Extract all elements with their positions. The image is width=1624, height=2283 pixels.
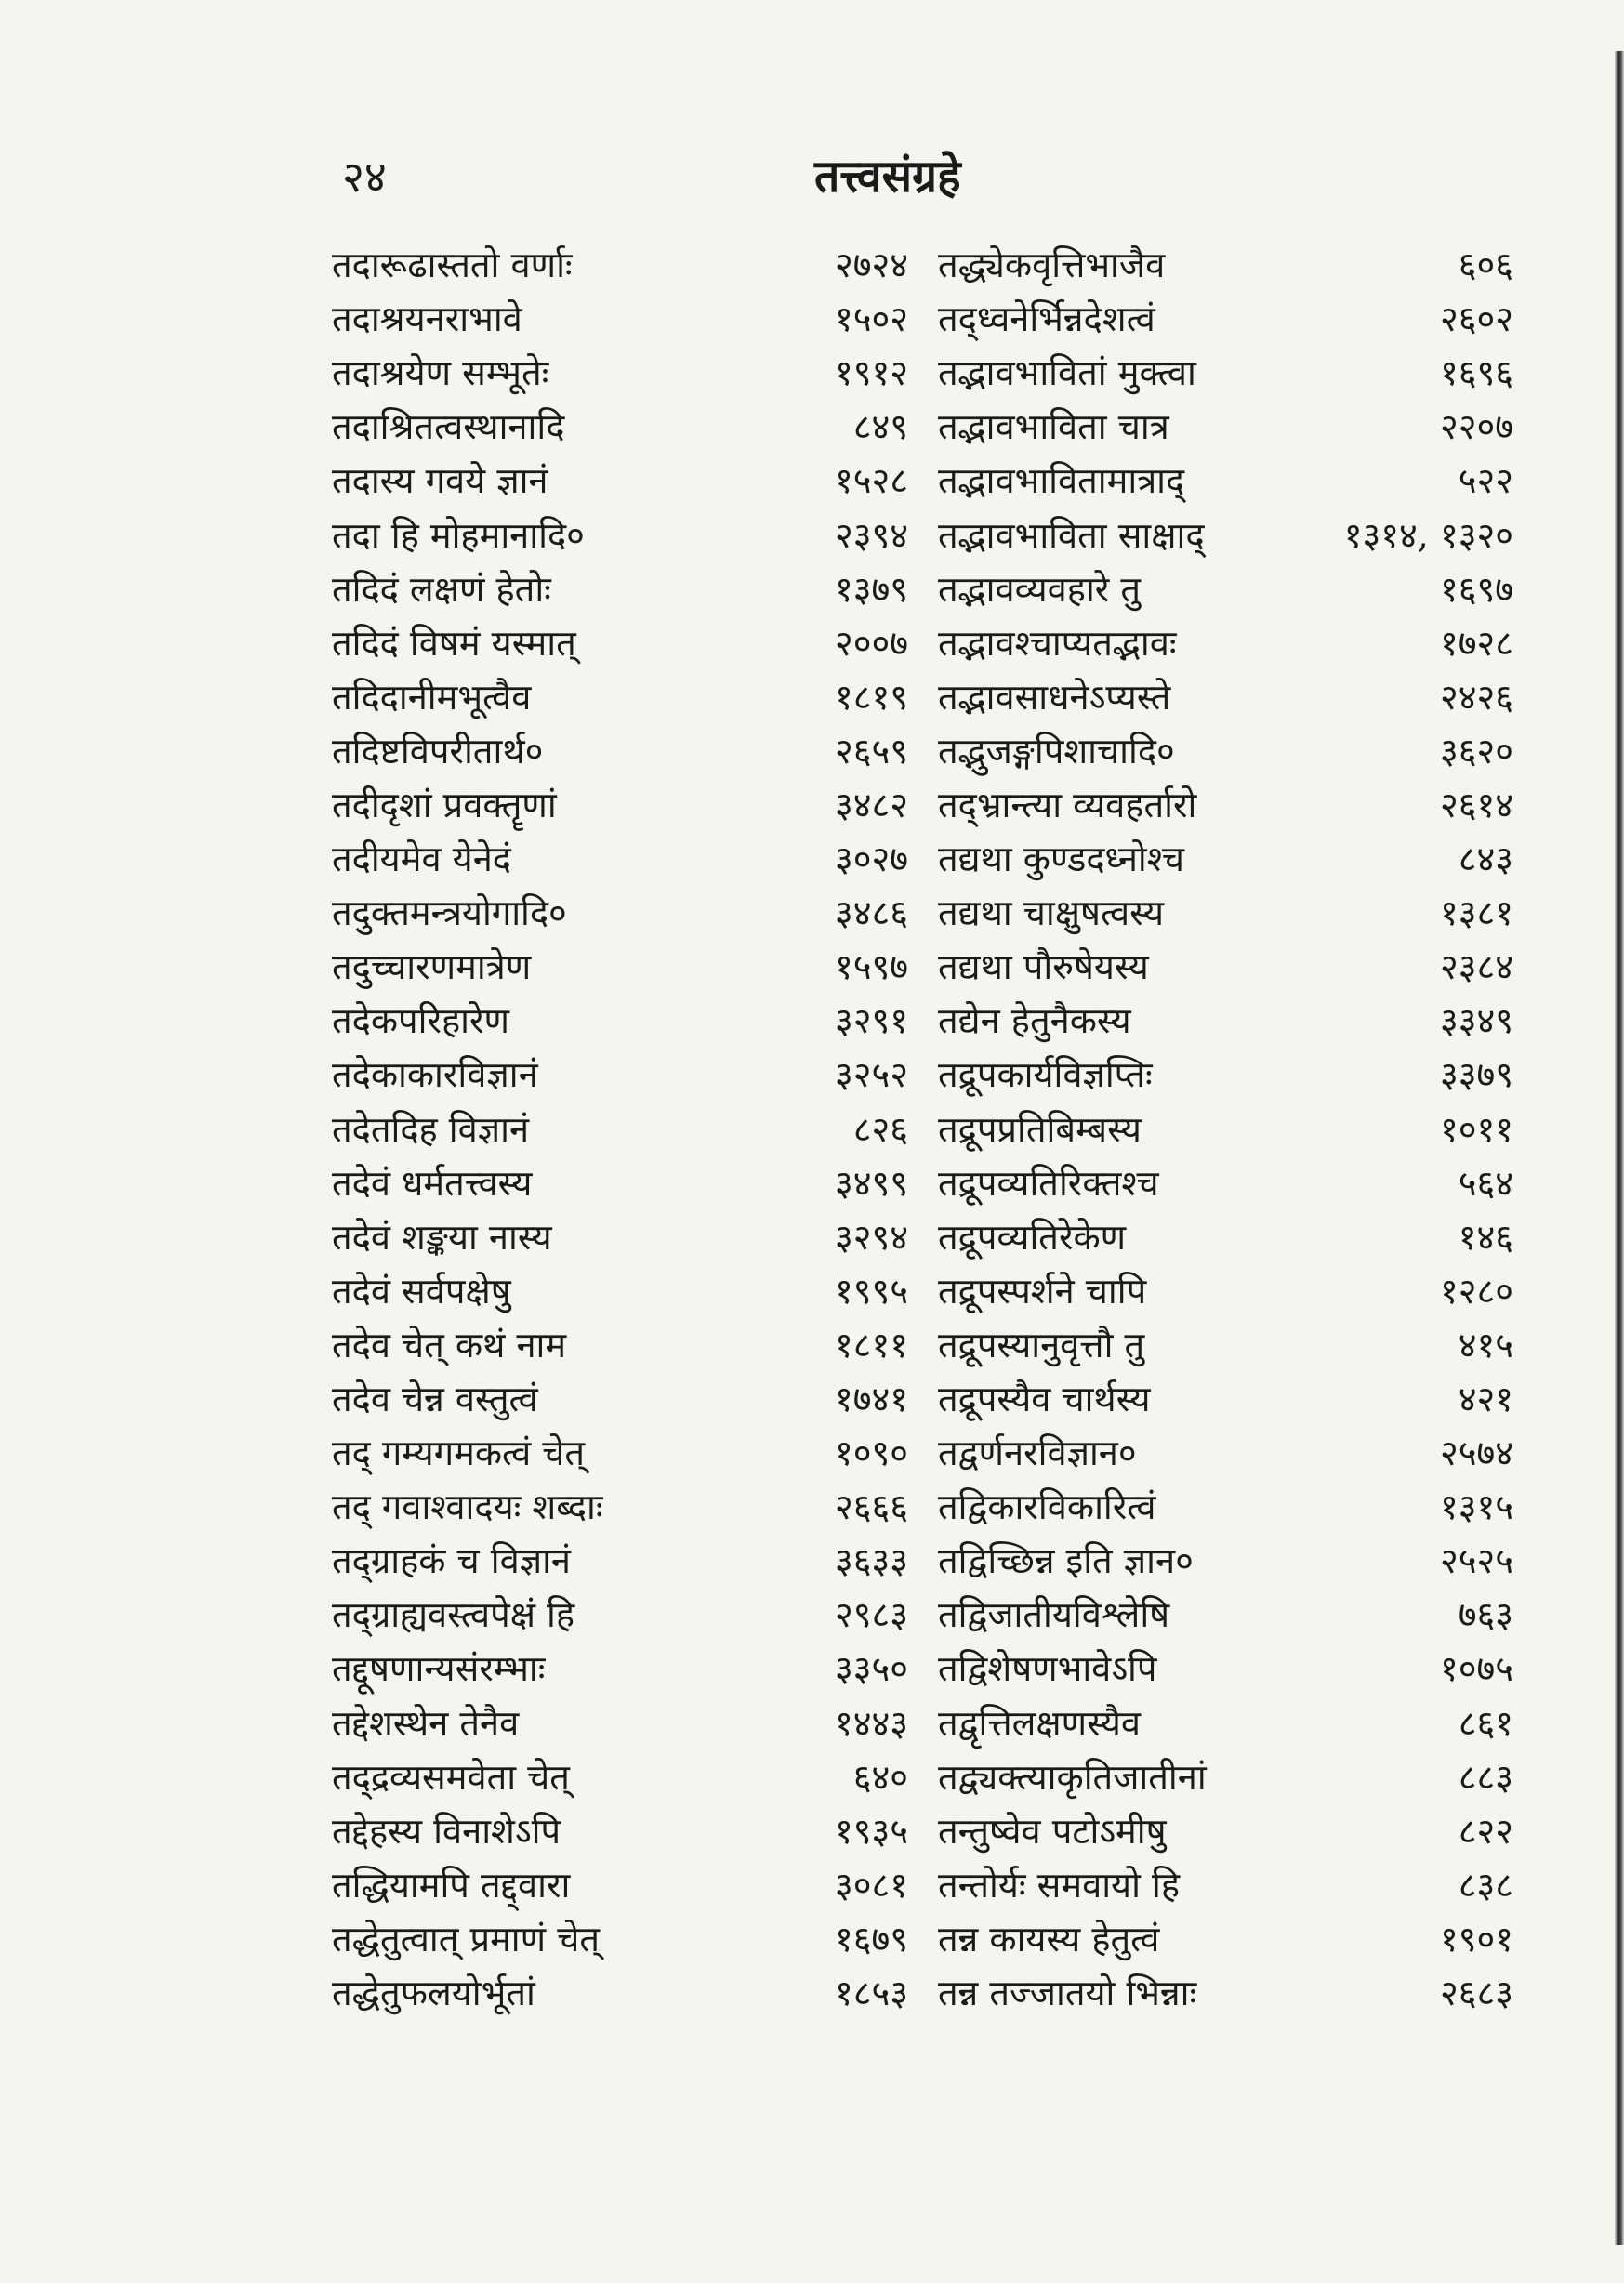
entry-verse-number: ३०२७ [834,838,908,880]
page-number: २४ [342,152,387,202]
index-entry [918,1047,1515,1101]
index-entry [321,615,918,669]
entry-term: तद्भावभाविता साक्षाद् [938,514,1205,556]
entry-verse-number: १९३५ [834,1810,908,1852]
page-binding-edge [1615,51,1624,2245]
entry-verse-number: ८२२ [1458,1810,1513,1852]
index-entry [321,1587,918,1641]
entry-term: तद्येन हेतुनैकस्य [938,1000,1131,1042]
entry-term: तद्भावभावितां मुक्त्वा [938,352,1196,394]
entry-verse-number: २६५९ [834,730,908,772]
index-entry [321,1155,918,1209]
entry-verse-number: ३४९९ [834,1162,908,1204]
index-entry [321,1263,918,1317]
entry-verse-number: ६४० [852,1756,908,1798]
index-entry [918,1533,1515,1587]
index-entry [321,1857,918,1911]
entry-verse-number: २७२४ [834,244,908,286]
index-entry [918,1263,1515,1317]
entry-verse-number: २५२५ [1439,1540,1513,1582]
index-entry [918,1965,1515,2019]
index-entry [321,1696,918,1749]
entry-term: तद्रूपस्पर्शने चापि [938,1270,1147,1312]
entry-verse-number: २४२६ [1439,676,1513,718]
entry-verse-number: ३३५० [834,1648,908,1690]
entry-verse-number: १९१२ [834,352,908,394]
entry-term: तदा हि मोहमानादि० [332,514,585,556]
entry-verse-number: १५९७ [834,946,908,988]
entry-verse-number: २६६६ [834,1486,908,1528]
index-entry [321,507,918,561]
index-entry [918,1696,1515,1749]
entry-term: तदिदं लक्षणं हेतोः [332,568,551,610]
index-entry [321,1965,918,2019]
entry-verse-number: १६९६ [1439,352,1513,394]
entry-verse-number: १७४१ [834,1379,908,1420]
entry-verse-number: ३४८६ [834,892,908,934]
entry-term: तद्व्यक्त्याकृतिजातीनां [938,1756,1207,1798]
index-entry [918,723,1515,777]
index-entry [918,237,1515,291]
entry-term: तद्ग्राह्यवस्त्वपेक्षं हि [332,1594,575,1636]
index-entry [918,885,1515,939]
index-entry [918,1155,1515,1209]
index-entry [321,1371,918,1425]
entry-verse-number: १९०१ [1439,1918,1513,1960]
index-entry [918,1641,1515,1695]
entry-verse-number: ८३८ [1458,1864,1513,1906]
index-entry [321,1425,918,1479]
entry-verse-number: ३२९१ [834,1000,908,1042]
index-entry [918,777,1515,831]
entry-term: तद्ग्राहकं च विज्ञानं [332,1540,572,1582]
entry-term: तदारूढास्ततो वर्णाः [332,244,573,286]
index-entry [918,453,1515,507]
entry-verse-number: ३३४९ [1439,1000,1513,1042]
entry-term: तद्विशेषणभावेऽपि [938,1648,1157,1690]
entry-verse-number: ४१५ [1458,1324,1513,1366]
entry-verse-number: २५७४ [1439,1432,1513,1474]
entry-term: तद्भावव्यवहारे तु [938,568,1142,610]
index-entry [321,1209,918,1263]
index-entry [321,1479,918,1533]
index-column-right [918,237,1515,2019]
entry-verse-number: ४२१ [1458,1379,1513,1420]
entry-verse-number: १६७९ [834,1918,908,1960]
entry-verse-number: ८४९ [852,406,908,448]
entry-verse-number: ३६३३ [834,1540,908,1582]
entry-term: तद्वृत्तिलक्षणस्यैव [938,1702,1142,1744]
entry-term: तन्न कायस्य हेतुत्वं [938,1918,1160,1960]
entry-term: तद्विजातीयविश्लेषि [938,1594,1170,1636]
index-entry [321,831,918,885]
index-entry [918,1479,1515,1533]
entry-verse-number: ८६१ [1458,1702,1513,1744]
running-title: तत्त्वसंग्रहे [814,151,961,203]
entry-term: तद्देशस्थेन तेनैव [332,1702,520,1744]
entry-term: तद्भ्रान्त्या व्यवहर्तारो [938,784,1197,825]
entry-verse-number: १४४३ [834,1702,908,1744]
entry-term: तदाश्रयेण सम्भूतेः [332,352,549,394]
entry-verse-number: २६१४ [1439,784,1513,825]
entry-verse-number: ३२५२ [834,1054,908,1096]
entry-term: तदेकाकारविज्ञानं [332,1054,538,1096]
index-entry [918,939,1515,993]
entry-term: तद्रूपप्रतिबिम्बस्य [938,1108,1142,1150]
entry-verse-number: २९८३ [834,1594,908,1636]
entry-term: तदेव चेन्न वस्तुत्वं [332,1379,538,1420]
entry-term: तद्भावभावितामात्राद् [938,460,1185,502]
entry-verse-number: ७६३ [1458,1594,1513,1636]
index-entry [918,1857,1515,1911]
index-entry [918,1911,1515,1965]
entry-verse-number: १८५३ [834,1973,908,2014]
entry-term: तद्दूषणान्यसंरम्भाः [332,1648,546,1690]
entry-term: तदुच्चारणमात्रेण [332,946,532,988]
entry-verse-number: १३८१ [1439,892,1513,934]
index-entry [918,399,1515,453]
entry-term: तद्देहस्य विनाशेऽपि [332,1810,561,1852]
index-entry [918,1317,1515,1371]
index-entry [918,615,1515,669]
index-entry [321,1317,918,1371]
entry-term: तद्विच्छिन्न इति ज्ञान० [938,1540,1194,1582]
entry-verse-number: ३२९४ [834,1216,908,1258]
entry-term: तदास्य गवये ज्ञानं [332,460,548,502]
entry-verse-number: १३१५ [1439,1486,1513,1528]
index-entry [918,831,1515,885]
index-entry [321,1911,918,1965]
entry-term: तदिष्टविपरीतार्थ० [332,730,544,772]
entry-term: तद्रूपव्यतिरिक्तश्च [938,1162,1159,1204]
entry-term: तद्वर्णनरविज्ञान० [938,1432,1137,1474]
entry-verse-number: १३७९ [834,568,908,610]
entry-term: तद्यथा चाक्षुषत्वस्य [938,892,1165,934]
index-entry [918,507,1515,561]
entry-verse-number: १७२८ [1439,622,1513,664]
entry-term: तद्धियामपि तद्द्वारा [332,1864,571,1906]
entry-term: तदुक्तमन्त्रयोगादि० [332,892,567,934]
index-entry [918,1425,1515,1479]
entry-verse-number: १०७५ [1439,1648,1513,1690]
index-entry [321,723,918,777]
entry-term: तद् गम्यगमकत्वं चेत् [332,1432,586,1474]
entry-verse-number: २६८३ [1439,1973,1513,2014]
page-header [0,139,1624,214]
verse-index [321,237,1515,2019]
entry-verse-number: १८१९ [834,676,908,718]
entry-verse-number: २२०७ [1439,406,1513,448]
entry-verse-number: ५६४ [1458,1162,1513,1204]
entry-term: तद्विकारविकारित्वं [938,1486,1156,1528]
entry-term: तदेकपरिहारेण [332,1000,510,1042]
index-entry [918,1587,1515,1641]
entry-term: तदिदं विषमं यस्मात् [332,622,576,664]
entry-term: तदाश्रयनराभावे [332,298,522,340]
entry-term: तदिदानीमभूत्वैव [332,676,532,718]
entry-term: तदेवं सर्वपक्षेषु [332,1270,511,1312]
entry-term: तन्तुष्वेव पटोऽमीषु [938,1810,1167,1852]
entry-term: तदेतदिह विज्ञानं [332,1108,530,1150]
index-entry [321,1102,918,1155]
entry-term: तद्ध्वनेर्भिन्नदेशत्वं [938,298,1155,340]
entry-verse-number: ८८३ [1458,1756,1513,1798]
entry-verse-number: ८२६ [852,1108,908,1150]
entry-verse-number: १४६ [1458,1216,1513,1258]
entry-verse-number: २३८४ [1439,946,1513,988]
entry-verse-number: २००७ [834,622,908,664]
entry-verse-number: १०९० [834,1432,908,1474]
entry-verse-number: २६०२ [1439,298,1513,340]
index-entry [321,399,918,453]
index-entry [918,561,1515,615]
entry-verse-number: १०११ [1439,1108,1513,1150]
index-entry [321,939,918,993]
index-entry [918,993,1515,1047]
entry-term: तद्रूपस्यानुवृत्तौ तु [938,1324,1145,1366]
entry-term: तद्रूपव्यतिरेकेण [938,1216,1127,1258]
index-entry [321,777,918,831]
index-entry [918,1371,1515,1425]
index-column-left [321,237,918,2019]
index-entry [321,885,918,939]
index-entry [918,1803,1515,1857]
entry-term: तदीयमेव येनेदं [332,838,511,880]
entry-term: तद्यथा कुण्डदध्नोश्च [938,838,1185,880]
entry-verse-number: १६९७ [1439,568,1513,610]
index-entry [321,453,918,507]
entry-term: तद्भावसाधनेऽप्यस्ते [938,676,1171,718]
entry-verse-number: ६०६ [1458,244,1513,286]
entry-term: तद्धेतुफलयोर्भूतां [332,1973,535,2014]
index-entry [918,669,1515,723]
index-entry [321,291,918,345]
entry-term: तद्भुजङ्गपिशाचादि० [938,730,1175,772]
index-entry [321,1749,918,1803]
entry-term: तद्भावश्चाप्यतद्भावः [938,622,1177,664]
entry-term: तद्रूपकार्यविज्ञप्तिः [938,1054,1153,1096]
index-entry [321,1047,918,1101]
entry-verse-number: १५२८ [834,460,908,502]
entry-term: तदेवं धर्मतत्त्वस्य [332,1162,533,1204]
index-entry [321,1803,918,1857]
index-entry [321,993,918,1047]
entry-term: तद् गवाश्वादयः शब्दाः [332,1486,603,1528]
entry-term: तद्द्रव्यसमवेता चेत् [332,1756,570,1798]
index-entry [918,1749,1515,1803]
entry-verse-number: ३४८२ [834,784,908,825]
index-entry [918,1209,1515,1263]
index-entry [321,669,918,723]
entry-term: तन्तोर्यः समवायो हि [938,1864,1181,1906]
index-entry [321,1641,918,1695]
entry-term: तद्धेतुत्वात् प्रमाणं चेत् [332,1918,600,1960]
entry-verse-number: ३३७९ [1439,1054,1513,1096]
entry-term: तद्भावभाविता चात्र [938,406,1169,448]
entry-term: तद्ध्येकवृत्तिभाजैव [938,244,1166,286]
entry-verse-number: १८११ [834,1324,908,1366]
entry-verse-number: १३१४, १३२० [1343,514,1513,556]
entry-verse-number: ३६२० [1439,730,1513,772]
entry-verse-number: १९९५ [834,1270,908,1312]
index-entry [321,237,918,291]
entry-verse-number: ३०८१ [834,1864,908,1906]
entry-term: तदाश्रितत्वस्थानादि [332,406,565,448]
index-entry [918,345,1515,399]
index-entry [321,561,918,615]
index-entry [321,1533,918,1587]
entry-verse-number: ५२२ [1458,460,1513,502]
entry-verse-number: २३९४ [834,514,908,556]
entry-term: तदीदृशां प्रवक्तॄणां [332,784,557,825]
entry-term: तद्रूपस्यैव चार्थस्य [938,1379,1151,1420]
entry-term: तन्न तज्जातयो भिन्नाः [938,1973,1197,2014]
entry-term: तदेवं शङ्कया नास्य [332,1216,552,1258]
entry-verse-number: १५०२ [834,298,908,340]
entry-verse-number: ८४३ [1458,838,1513,880]
index-entry [918,291,1515,345]
entry-verse-number: १२८० [1439,1270,1513,1312]
index-entry [321,345,918,399]
index-entry [918,1102,1515,1155]
entry-term: तद्यथा पौरुषेयस्य [938,946,1149,988]
entry-term: तदेव चेत् कथं नाम [332,1324,567,1366]
